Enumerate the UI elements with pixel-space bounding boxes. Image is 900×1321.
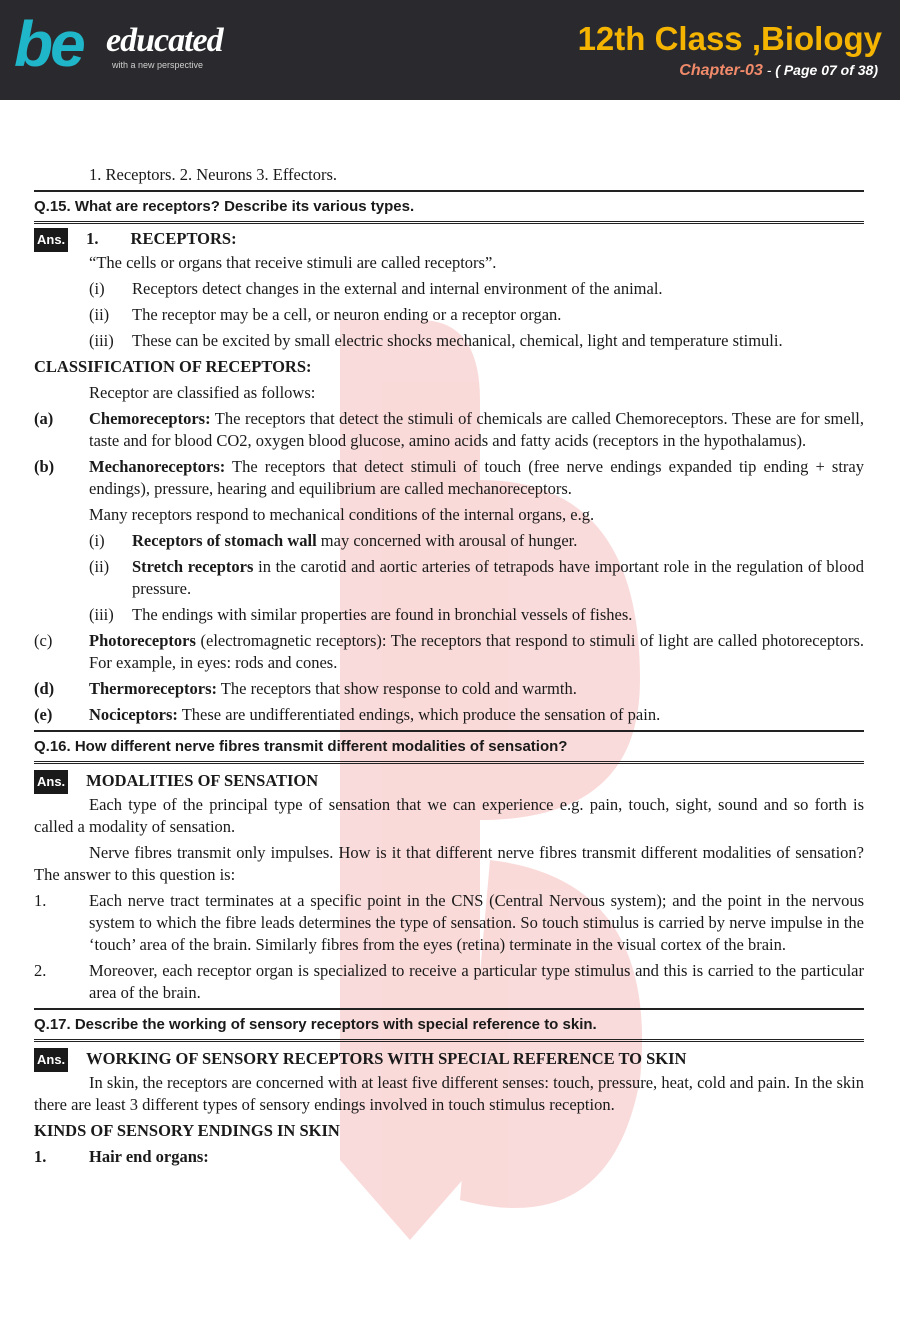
item-desc: These are undifferentiated endings, which produce the sensation of pain. [177, 705, 661, 724]
divider [34, 221, 864, 224]
point-text: Moreover, each receptor organ is specialized to receive a particular type stimulus and this is carried to the particular area of the brain. [89, 961, 864, 1002]
modality-point-2 [34, 960, 864, 1004]
point-label: (ii) [89, 557, 110, 576]
logo-be-text: be [14, 8, 83, 80]
question-16: Q.16. How different nerve fibres transmit different modalities of sensation? [34, 738, 568, 755]
class-item-d [34, 678, 864, 700]
kinds-heading: KINDS OF SENSORY ENDINGS IN SKIN [34, 1121, 340, 1140]
logo-educated-text: educated [106, 22, 223, 59]
mechano-note: Many receptors respond to mechanical conditions of the internal organs, e.g. [89, 505, 595, 524]
point-desc: in the carotid and aortic arteries of tetrapods have important role in the regulation of blood pressure. [132, 557, 864, 598]
point-label: (ii) [89, 305, 110, 324]
item-label: (d) [34, 679, 55, 698]
point-text: These can be excited by small electric shocks mechanical, chemical, light and temperature stimuli. [132, 331, 783, 350]
point-term: Receptors of stomach wall [132, 531, 317, 550]
point-label: (iii) [89, 331, 114, 350]
point-item [34, 330, 864, 352]
receptors-definition: “The cells or organs that receive stimuli are called receptors”. [89, 253, 497, 272]
item-text [89, 704, 864, 726]
class-item-b [34, 456, 864, 500]
page-number: ( Page 07 of 38) [775, 62, 878, 78]
modalities-heading: MODALITIES OF SENSATION [86, 771, 319, 790]
item-desc: (electromagnetic receptors): The receptors that respond to stimuli of light are called photoreceptors. For example, in eyes: rods and cones. [89, 631, 864, 672]
classification-heading: CLASSIFICATION OF RECEPTORS: [34, 357, 312, 376]
modalities-paragraph-2: Nerve fibres transmit only impulses. How is it that different nerve fibres transmit different modalities of sensation? The answer to this question is: [34, 843, 864, 884]
subtitle-separator: - [762, 62, 776, 78]
item-text [89, 456, 864, 500]
point-item [34, 278, 864, 300]
point-label: (i) [89, 279, 105, 298]
item-term: Photoreceptors [89, 631, 196, 650]
answer-16-heading [34, 770, 864, 794]
item-desc: The receptors that detect stimuli of touch (free nerve endings expanded tip ending + stray endings), pressure, hearing and equilibrium are called mechanoreceptors. [89, 457, 864, 498]
point-text: The receptor may be a cell, or neuron ending or a receptor organ. [132, 305, 562, 324]
intro-line: 1. Receptors. 2. Neurons 3. Effectors. [89, 165, 338, 184]
answer-17-heading [34, 1048, 864, 1072]
item-term: Mechanoreceptors: [89, 457, 226, 476]
class-item-a [34, 408, 864, 452]
classification-intro: Receptor are classified as follows: [89, 383, 316, 402]
logo-tagline: with a new perspective [112, 60, 204, 70]
question-15: Q.15. What are receptors? Describe its various types. [34, 198, 415, 215]
skin-receptors-heading: WORKING OF SENSORY RECEPTORS WITH SPECIAL REFERENCE TO SKIN [86, 1049, 687, 1068]
point-text [132, 530, 864, 552]
item-text [89, 678, 864, 700]
item-label: 1. [34, 1147, 47, 1166]
heading-number: 1. [86, 229, 99, 248]
point-label: (i) [89, 531, 105, 550]
kinds-item-1 [34, 1146, 864, 1168]
chapter-label: Chapter-03 [679, 62, 763, 79]
modality-point-1 [34, 890, 864, 956]
question-17: Q.17. Describe the working of sensory receptors with special reference to skin. [34, 1016, 597, 1033]
item-term: Nociceptors: [89, 705, 178, 724]
item-label: (b) [34, 457, 55, 476]
receptors-heading: RECEPTORS: [130, 229, 237, 248]
ans-badge: Ans. [34, 770, 68, 794]
mechano-point [34, 556, 864, 600]
mechano-point [34, 604, 864, 626]
item-term: Thermoreceptors: [89, 679, 217, 698]
divider [34, 1039, 864, 1042]
point-text: The endings with similar properties are found in bronchial vessels of fishes. [132, 605, 633, 624]
point-term: Stretch receptors [132, 557, 254, 576]
point-desc: may concerned with arousal of hunger. [316, 531, 578, 550]
point-label: 1. [34, 891, 47, 910]
point-text [132, 556, 864, 600]
class-item-e [34, 704, 864, 726]
point-item [34, 304, 864, 326]
item-term: Chemoreceptors: [89, 409, 211, 428]
item-desc: The receptors that show response to cold and warmth. [216, 679, 577, 698]
point-label: (iii) [89, 605, 114, 624]
page-title: 12th Class ,Biology [577, 20, 882, 57]
ans-badge: Ans. [34, 228, 68, 252]
item-text [89, 630, 864, 674]
item-label: (e) [34, 705, 53, 724]
be-educated-logo [14, 8, 234, 94]
point-text: Receptors detect changes in the external and internal environment of the animal. [132, 279, 663, 298]
point-text: Each nerve tract terminates at a specific point in the CNS (Central Nervous system); and the point in the nervous system to which the fibre leads determines the type of sensation. So touch stimulus is carried by nerve impulse in the ‘touch’ area of the brain. Similarly fibres from the eyes (retina) terminate in the visual cortex of the brain. [89, 891, 864, 954]
class-item-c [34, 630, 864, 674]
answer-15-heading [34, 228, 864, 252]
skin-paragraph: In skin, the receptors are concerned with at least five different senses: touch, pressure, heat, cold and pain. In the skin there are least 3 different types of sensory endings involved in touch stimulus reception. [34, 1073, 864, 1114]
document-body [34, 164, 864, 1168]
item-label: (c) [34, 631, 53, 650]
item-term: Hair end organs: [89, 1147, 209, 1166]
divider [34, 761, 864, 764]
ans-badge: Ans. [34, 1048, 68, 1072]
item-text [89, 408, 864, 452]
point-label: 2. [34, 961, 47, 980]
modalities-paragraph-1: Each type of the principal type of sensation that we can experience e.g. pain, touch, sight, sound and so forth is called a modality of sensation. [34, 795, 864, 836]
mechano-point [34, 530, 864, 552]
page-header [0, 0, 900, 100]
page-subtitle [679, 62, 878, 80]
item-desc: The receptors that detect the stimuli of chemicals are called Chemoreceptors. These are for smell, taste and for blood CO2, oxygen blood glucose, amino acids and fatty acids (receptors in the hypothalamus). [89, 409, 864, 450]
item-label: (a) [34, 409, 54, 428]
